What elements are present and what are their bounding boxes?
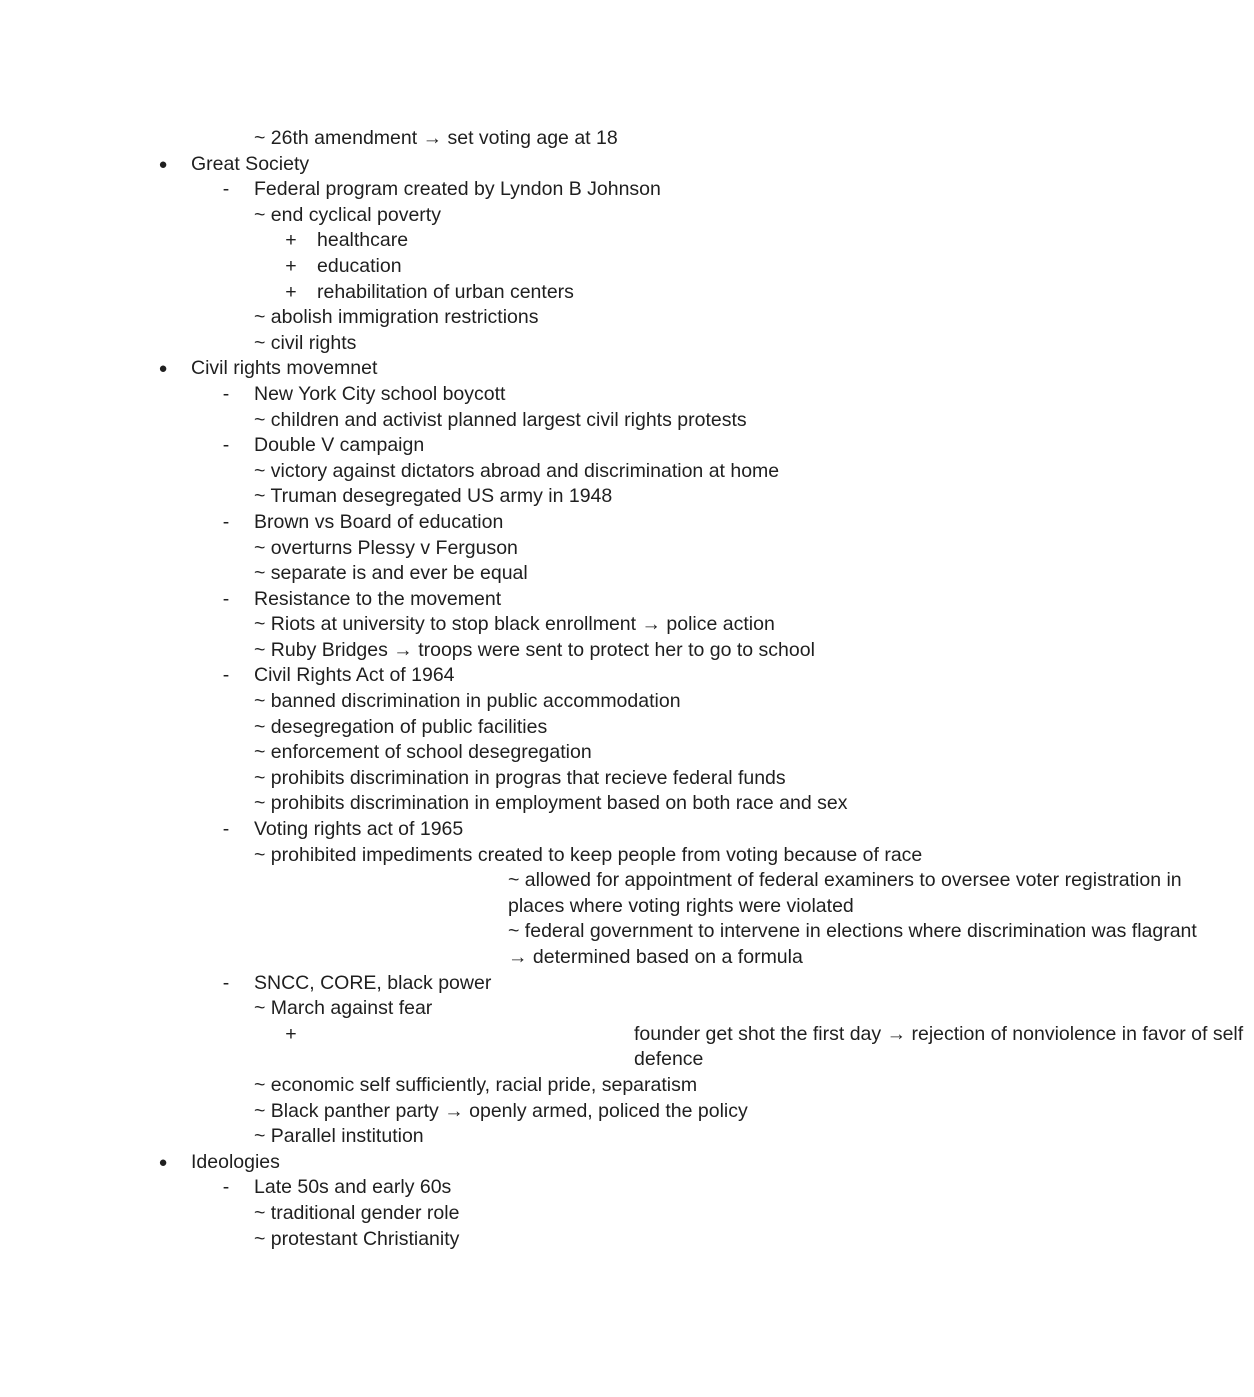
outline-text: ~ separate is and ever be equal: [254, 562, 528, 585]
outline-text: ~ 26th amendment → set voting age at 18: [254, 127, 618, 149]
outline-line-level-2: [0, 203, 1080, 229]
outline-text: ~ banned discrimination in public accommodation: [254, 690, 681, 713]
outline-line-level-2: [0, 638, 1080, 664]
outline-line-level-2: [0, 561, 1080, 587]
outline-line-level-2: [0, 1073, 1080, 1099]
outline-text: ~ prohibits discrimination in employment based on both race and sex: [254, 792, 848, 815]
outline-text: Late 50s and early 60s: [254, 1176, 452, 1199]
outline-line-level-3: [0, 228, 1080, 254]
outline-text: Double V campaign: [254, 434, 425, 457]
outline-text: ~ enforcement of school desegregation: [254, 741, 592, 764]
outline-line-level-2: [0, 612, 1080, 638]
dash-marker-icon: -: [222, 178, 230, 201]
outline-line-level-2: [0, 484, 1080, 510]
outline-text: ~ Black panther party → openly armed, policed the policy: [254, 1099, 748, 1122]
outline-line-level-3: [0, 254, 1080, 280]
outline-line-level-2: [0, 740, 1080, 766]
notes-document: [0, 126, 1244, 1252]
outline-line-level-1: [0, 971, 1080, 997]
outline-line-level-0: [0, 1150, 1080, 1176]
outline-text: Brown vs Board of education: [254, 510, 504, 533]
dash-marker-icon: -: [222, 587, 230, 610]
outline-text: Federal program created by Lyndon B Johnson: [254, 178, 661, 201]
dash-marker-icon: -: [222, 664, 230, 687]
outline-line-level-1: [0, 510, 1080, 536]
outline-line-level-1: [0, 382, 1080, 408]
dash-marker-icon: -: [222, 510, 230, 533]
plus-marker-icon: +: [285, 280, 297, 303]
outline-line-level-2: [0, 843, 1080, 869]
outline-text: New York City school boycott: [254, 382, 506, 405]
outline-text: Civil rights movemnet: [191, 357, 378, 380]
outline-line-level-2: [0, 689, 1080, 715]
outline-text: ~ children and activist planned largest civil rights protests: [254, 408, 747, 431]
outline-text: ~ abolish immigration restrictions: [254, 306, 539, 329]
bullet-dot-icon: ●: [158, 360, 168, 378]
outline-line-level-2: [0, 1099, 1080, 1125]
outline-line-level-1: [0, 1175, 1080, 1201]
outline-line-level-2: [0, 459, 1080, 485]
outline-text: Voting rights act of 1965: [254, 818, 464, 841]
plus-marker-icon: +: [285, 229, 297, 252]
outline-text: SNCC, CORE, black power: [254, 971, 492, 994]
outline-text: healthcare: [317, 229, 409, 252]
dash-marker-icon: -: [222, 971, 230, 994]
outline-text: ~ victory against dictators abroad and discrimination at home: [254, 459, 780, 482]
outline-line-level-2: [0, 1227, 1080, 1253]
outline-text: Great Society: [191, 152, 310, 175]
outline-line-level-2: [0, 766, 1080, 792]
outline-line-level-2: [0, 868, 1182, 919]
plus-marker-icon: +: [285, 254, 297, 277]
outline-line-level-2: [0, 126, 1080, 152]
outline-line-level-3: [0, 1022, 1244, 1073]
outline-text: ~ economic self sufficiently, racial pride, separatism: [254, 1073, 698, 1096]
outline-text: ~ Ruby Bridges → troops were sent to protect her to go to school: [254, 638, 815, 661]
outline-text: ~ overturns Plessy v Ferguson: [254, 536, 518, 559]
outline-line-level-0: [0, 356, 1080, 382]
dash-marker-icon: -: [222, 818, 230, 841]
outline-line-level-2: [0, 331, 1080, 357]
outline-line-level-1: [0, 663, 1080, 689]
outline-line-level-2: [0, 1124, 1080, 1150]
outline-line-level-1: [0, 817, 1080, 843]
dash-marker-icon: -: [222, 382, 230, 405]
dash-marker-icon: -: [222, 434, 230, 457]
outline-line-level-1: [0, 587, 1080, 613]
outline-line-level-2: [0, 791, 1080, 817]
outline-text: ~ March against fear: [254, 997, 433, 1020]
outline-text: ~ prohibits discrimination in progras that recieve federal funds: [254, 766, 786, 789]
plus-marker-icon: +: [285, 1022, 297, 1045]
outline-line-level-1: [0, 433, 1080, 459]
outline-text: ~ traditional gender role: [254, 1201, 460, 1224]
dash-marker-icon: -: [222, 1176, 230, 1199]
outline-text: ~ allowed for appointment of federal examiners to oversee voter registration in places where voting rights were violated: [508, 869, 1182, 917]
outline-text: Ideologies: [191, 1150, 280, 1173]
outline-text: rehabilitation of urban centers: [317, 280, 574, 303]
outline-line-level-2: [0, 1201, 1080, 1227]
outline-text: ~ end cyclical poverty: [254, 203, 441, 226]
outline-line-level-2: [0, 919, 1197, 970]
outline-text: education: [317, 254, 402, 277]
outline-text: ~ protestant Christianity: [254, 1227, 460, 1250]
outline-line-level-3: [0, 280, 1080, 306]
outline-line-level-0: [0, 152, 1080, 178]
outline-line-level-1: [0, 177, 1080, 203]
outline-text: ~ Truman desegregated US army in 1948: [254, 485, 613, 508]
outline-text: ~ Parallel institution: [254, 1125, 424, 1148]
bullet-dot-icon: ●: [158, 155, 168, 173]
outline-text: ~ Riots at university to stop black enrollment → police action: [254, 613, 775, 636]
outline-text: ~ federal government to intervene in elections where discrimination was flagrant → determined based on a formula: [508, 920, 1197, 968]
outline-text: ~ prohibited impediments created to keep people from voting because of race: [254, 843, 923, 866]
outline-text: Resistance to the movement: [254, 587, 502, 610]
outline-line-level-2: [0, 536, 1080, 562]
outline-line-level-2: [0, 715, 1080, 741]
outline-text: ~ civil rights: [254, 331, 357, 354]
outline-text: founder get shot the first day → rejection of nonviolence in favor of self defence: [634, 1022, 1244, 1071]
outline-line-level-2: [0, 996, 1080, 1022]
outline-line-level-2: [0, 408, 1080, 434]
outline-text: Civil Rights Act of 1964: [254, 664, 455, 687]
outline-line-level-2: [0, 305, 1080, 331]
outline-text: ~ desegregation of public facilities: [254, 715, 548, 738]
bullet-dot-icon: ●: [158, 1153, 168, 1171]
